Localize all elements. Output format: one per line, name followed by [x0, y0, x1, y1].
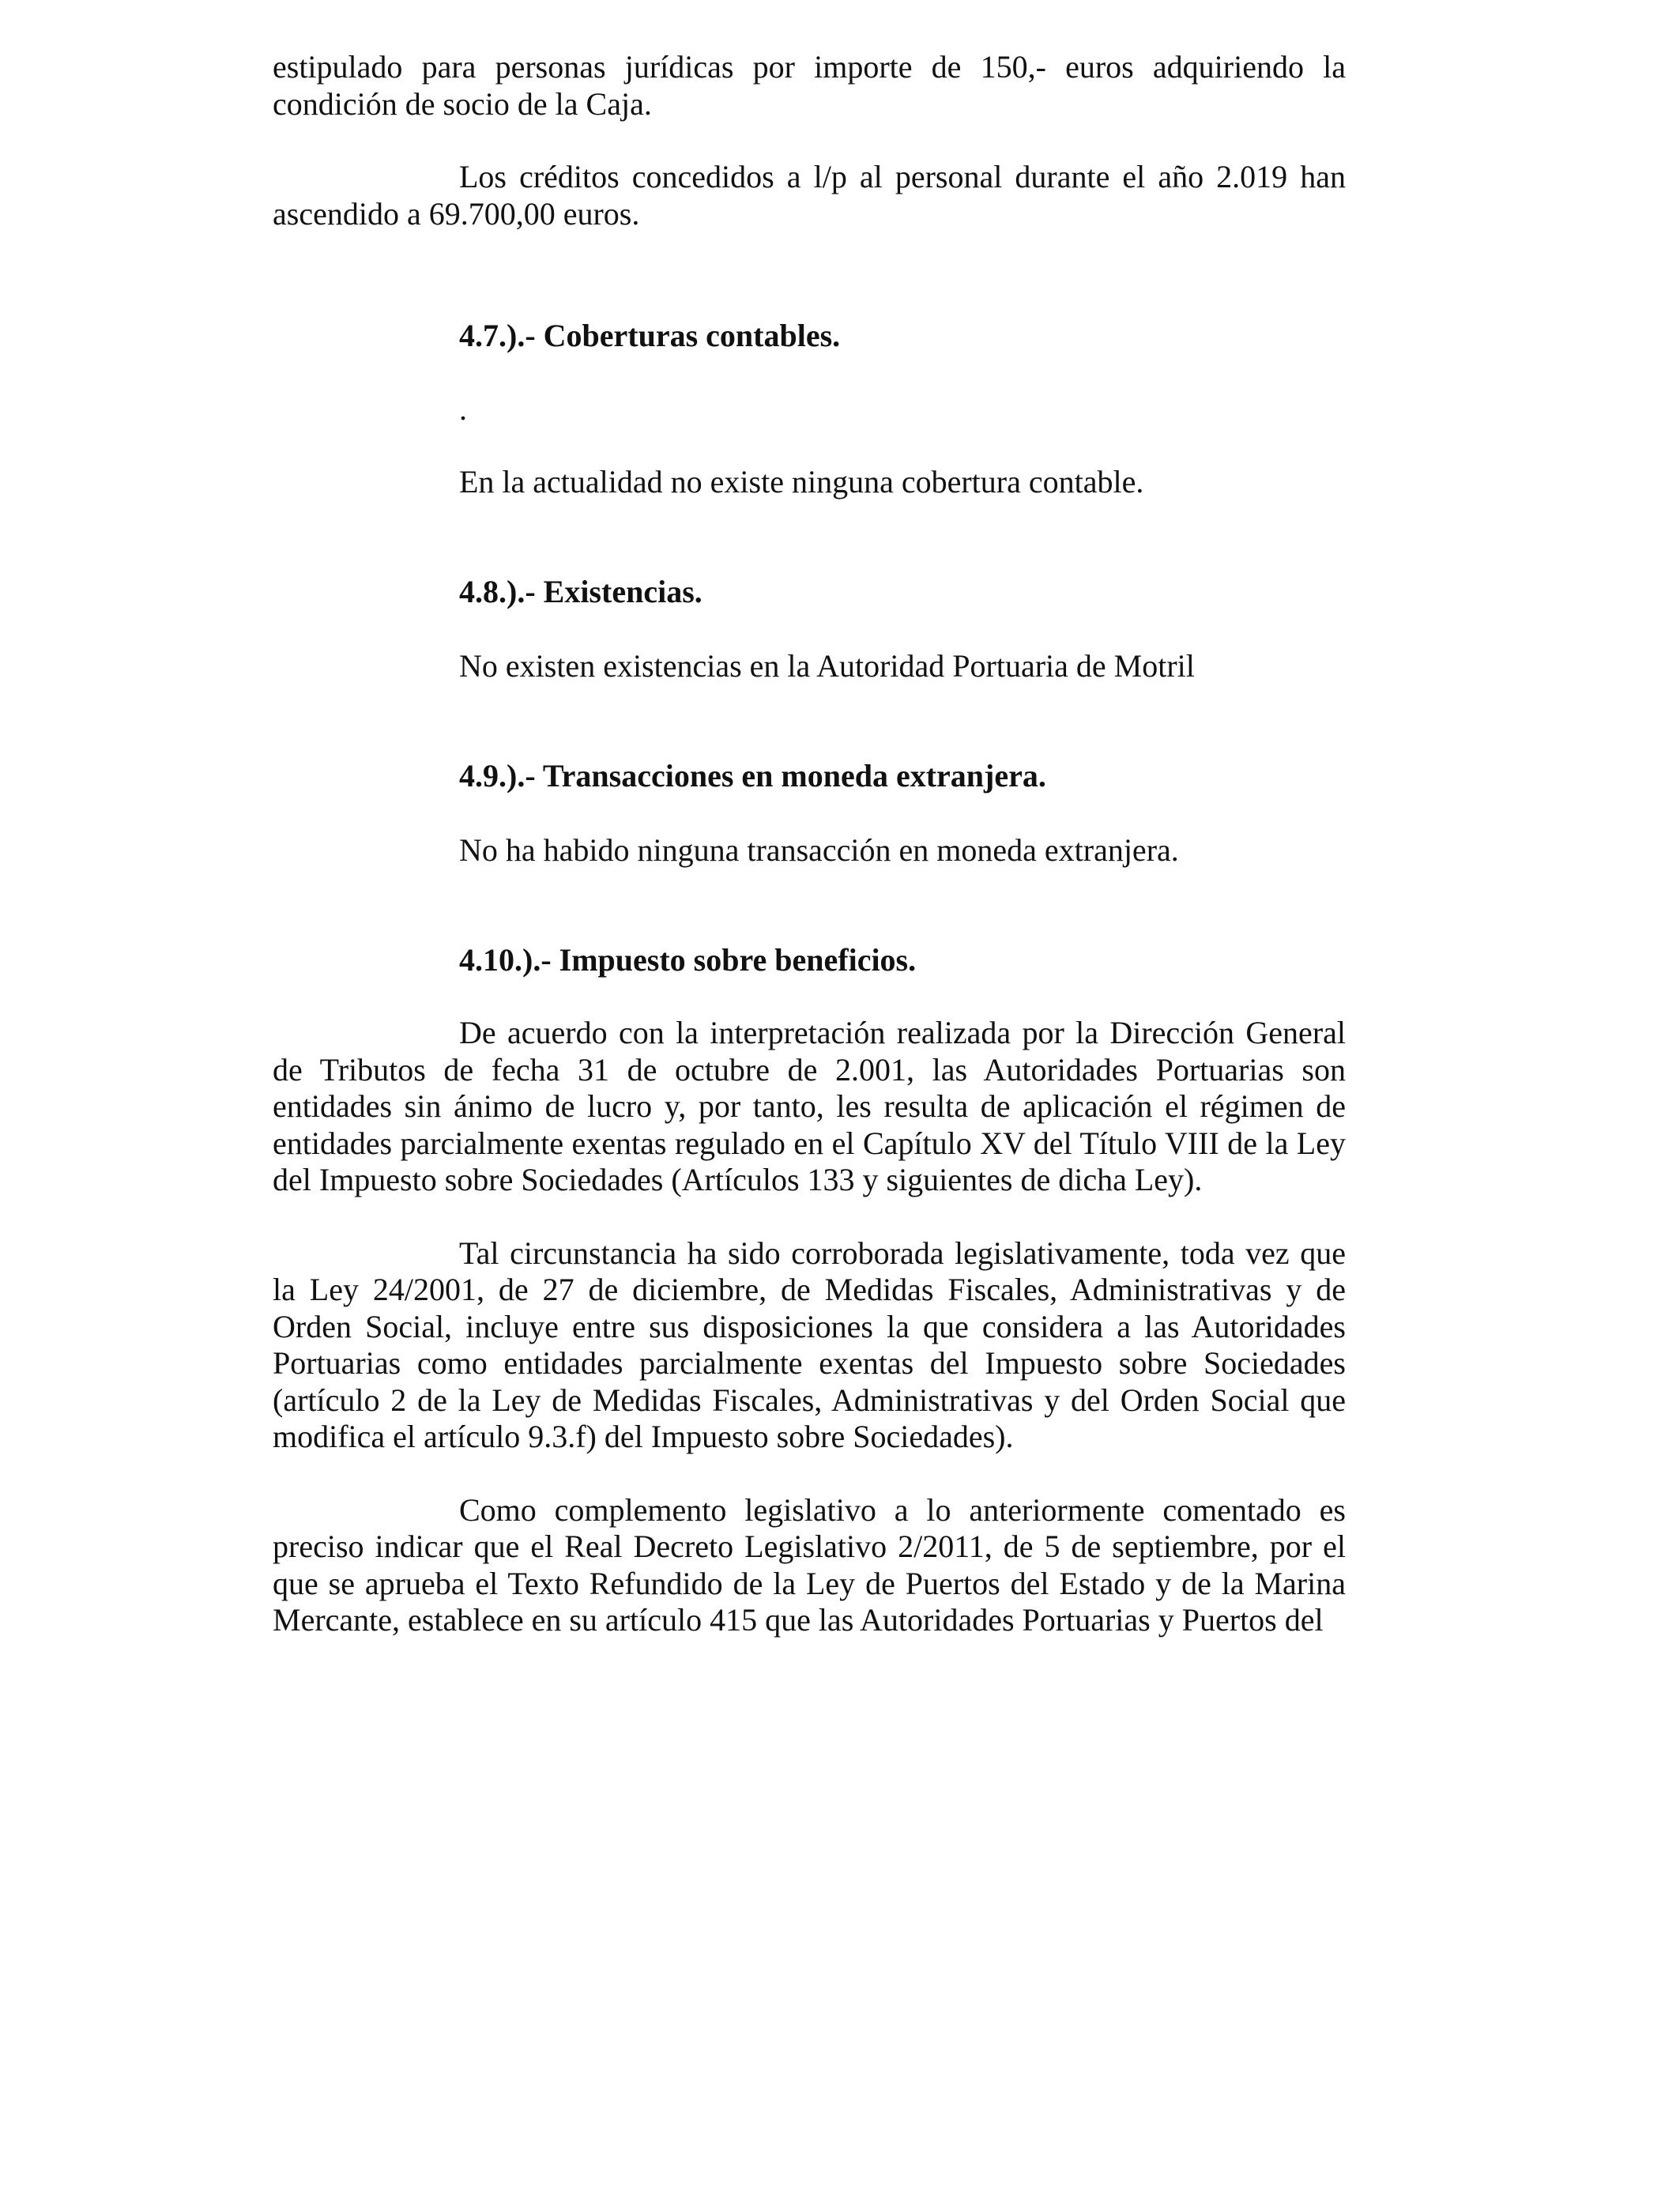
section-heading-4-9: 4.9.).- Transacciones en moneda extranjera. — [459, 757, 1046, 794]
document-body — [273, 49, 1346, 1639]
paragraph-personnel-credits: Los créditos concedidos a l/p al personal durante el año 2.019 han ascendido a 69.700,00 euros. — [273, 159, 1346, 232]
paragraph-hedging: En la actualidad no existe ninguna cobertura contable. — [459, 464, 1144, 499]
paragraph-continuation: estipulado para personas jurídicas por importe de 150,- euros adquiriendo la condición de socio de la Caja. — [273, 49, 1346, 122]
stray-dot: . — [459, 390, 467, 427]
paragraph-inventories: No existen existencias en la Autoridad Portuaria de Motril — [459, 648, 1195, 684]
paragraph-tax-legislation: Tal circunstancia ha sido corroborada legislativamente, toda vez que la Ley 24/2001, de 27 de diciembre, de Medidas Fiscales, Administrativas y de Orden Social, incluye entre sus disposiciones la que considera a las Autoridades Portuarias como entidades parcialmente exentas del Impuesto sobre Sociedades (artículo 2 de la Ley de Medidas Fiscales, Administrativas y del Orden Social que modifica el artículo 9.3.f) del Impuesto sobre Sociedades). — [273, 1235, 1346, 1454]
paragraph-tax-interpretation: De acuerdo con la interpretación realizada por la Dirección General de Tributos de fecha 31 de octubre de 2.001, las Autoridades Portuarias son entidades sin ánimo de lucro y, por tanto, les resulta de aplicación el régimen de entidades parcialmente exentas regulado en el Capítulo XV del Título VIII de la Ley del Impuesto sobre Sociedades (Artículos 133 y siguientes de dicha Ley). — [273, 1015, 1346, 1197]
section-heading-4-7: 4.7.).- Coberturas contables. — [459, 318, 841, 353]
paragraph-foreign-currency: No ha habido ninguna transacción en moneda extranjera. — [459, 832, 1179, 868]
section-heading-4-10: 4.10.).- Impuesto sobre beneficios. — [459, 941, 917, 978]
paragraph-legislative-complement: Como complemento legislativo a lo anteriormente comentado es preciso indicar que el Real Decreto Legislativo 2/2011, de 5 de septiembre, por el que se aprueba el Texto Refundido de la Ley de Puertos del Estado y de la Marina Mercante, establece en su artículo 415 que las Autoridades Portuarias y Puertos del — [273, 1491, 1346, 1638]
section-heading-4-8: 4.8.).- Existencias. — [459, 573, 703, 609]
